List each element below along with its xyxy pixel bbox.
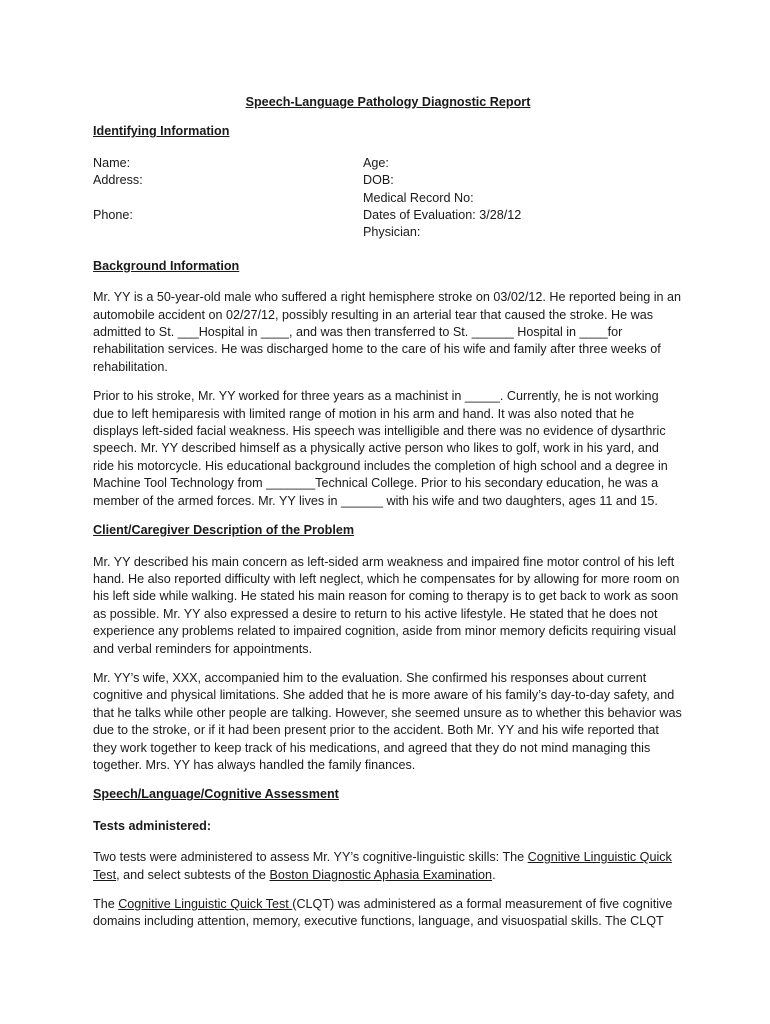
assessment-p1-text-c: .	[492, 867, 496, 882]
physician-label: Physician:	[363, 225, 421, 240]
spacer-line	[93, 190, 143, 207]
identifying-heading: Identifying Information	[93, 124, 230, 139]
assessment-p1-text-b: , and select subtests of the	[116, 867, 270, 882]
assessment-p1-text-a: Two tests were administered to assess Mr. YY’s cognitive-linguistic skills: The	[93, 850, 528, 865]
dob-label: DOB:	[363, 173, 394, 188]
assessment-paragraph-1	[93, 849, 683, 884]
clqt-link-2: Cognitive Linguistic Quick Test	[118, 897, 293, 911]
assessment-paragraph-2	[93, 896, 683, 931]
bdae-link: Boston Diagnostic Aphasia Examination	[269, 867, 493, 882]
address-label: Address:	[93, 173, 143, 188]
document-body	[93, 94, 683, 943]
identifying-info-block	[93, 155, 683, 243]
assessment-heading: Speech/Language/Cognitive Assessment	[93, 787, 339, 802]
background-heading: Background Information	[93, 258, 240, 273]
medical-record-label: Medical Record No:	[363, 190, 474, 205]
tests-administered-heading: Tests administered:	[93, 818, 212, 833]
age-label: Age:	[363, 155, 389, 170]
assessment-p2-text-a: The	[93, 897, 119, 911]
name-label: Name:	[93, 155, 131, 170]
identifying-right-column	[363, 155, 521, 242]
assessment-p2-text-b: (CLQT) was administered as a formal measurement of five cognitive domains including attention, memory, executive functions, language, and visuospatial skills. The CLQT	[93, 897, 673, 929]
report-title: Speech-Language Pathology Diagnostic Report	[245, 95, 531, 109]
background-paragraph-2: Prior to his stroke, Mr. YY worked for three years as a machinist in _____. Currently, he is not working due to left hemiparesis with limited range of motion in his arm and hand. It was also noted that he displays left-sided facial weakness. His speech was intelligible and there was no evidence of dysarthric speech. Mr. YY described himself as a physically active person who likes to golf, work in his yard, and ride his motorcycle. His educational background includes the completion of high school and a degree in Machine Tool Technology from _______Technical College. Prior to his secondary education, he was a member of the armed forces. Mr. YY lives in ______ with his wife and two daughters, ages 11 and 15.	[93, 389, 668, 508]
evaluation-dates: Dates of Evaluation: 3/28/12	[363, 207, 522, 222]
client-description-heading: Client/Caregiver Description of the Problem	[93, 523, 355, 538]
clqt-link: Cognitive Linguistic Quick Test	[93, 850, 672, 882]
background-paragraph-1: Mr. YY is a 50-year-old male who suffered a right hemisphere stroke on 03/02/12. He reported being in an automobile accident on 02/27/12, possibly resulting in an arterial tear that caused the stroke. He was admitted to St. ___Hospital in ____, and was then transferred to St. ______ Hospital in ____for rehabilitation services. He was discharged home to the care of his wife and family after three weeks of rehabilitation.	[93, 290, 682, 374]
phone-label: Phone:	[93, 207, 133, 222]
client-paragraph-2: Mr. YY’s wife, XXX, accompanied him to the evaluation. She confirmed his responses about current cognitive and physical limitations. She added that he is more aware of his family’s day-to-day safety, and that he talks while other people are talking. However, she seemed unsure as to whether this behavior was due to the stroke, or if it had been present prior to the accident. Both Mr. YY and his wife reported that they work together to keep track of his medications, and agreed that they do not mind managing this together. Mrs. YY has always handled the family finances.	[93, 670, 682, 772]
identifying-left-column	[93, 155, 143, 225]
client-paragraph-1: Mr. YY described his main concern as left-sided arm weakness and impaired fine motor control of his left hand. He also reported difficulty with left neglect, which he compensates for by allowing for more room on his left side while walking. He stated his main reason for coming to therapy is to get back to work as soon as possible. Mr. YY also expressed a desire to return to his active lifestyle. He stated that he does not experience any problems related to impaired cognition, aside from minor memory deficits requiring visual and verbal reminders for appointments.	[93, 554, 680, 656]
